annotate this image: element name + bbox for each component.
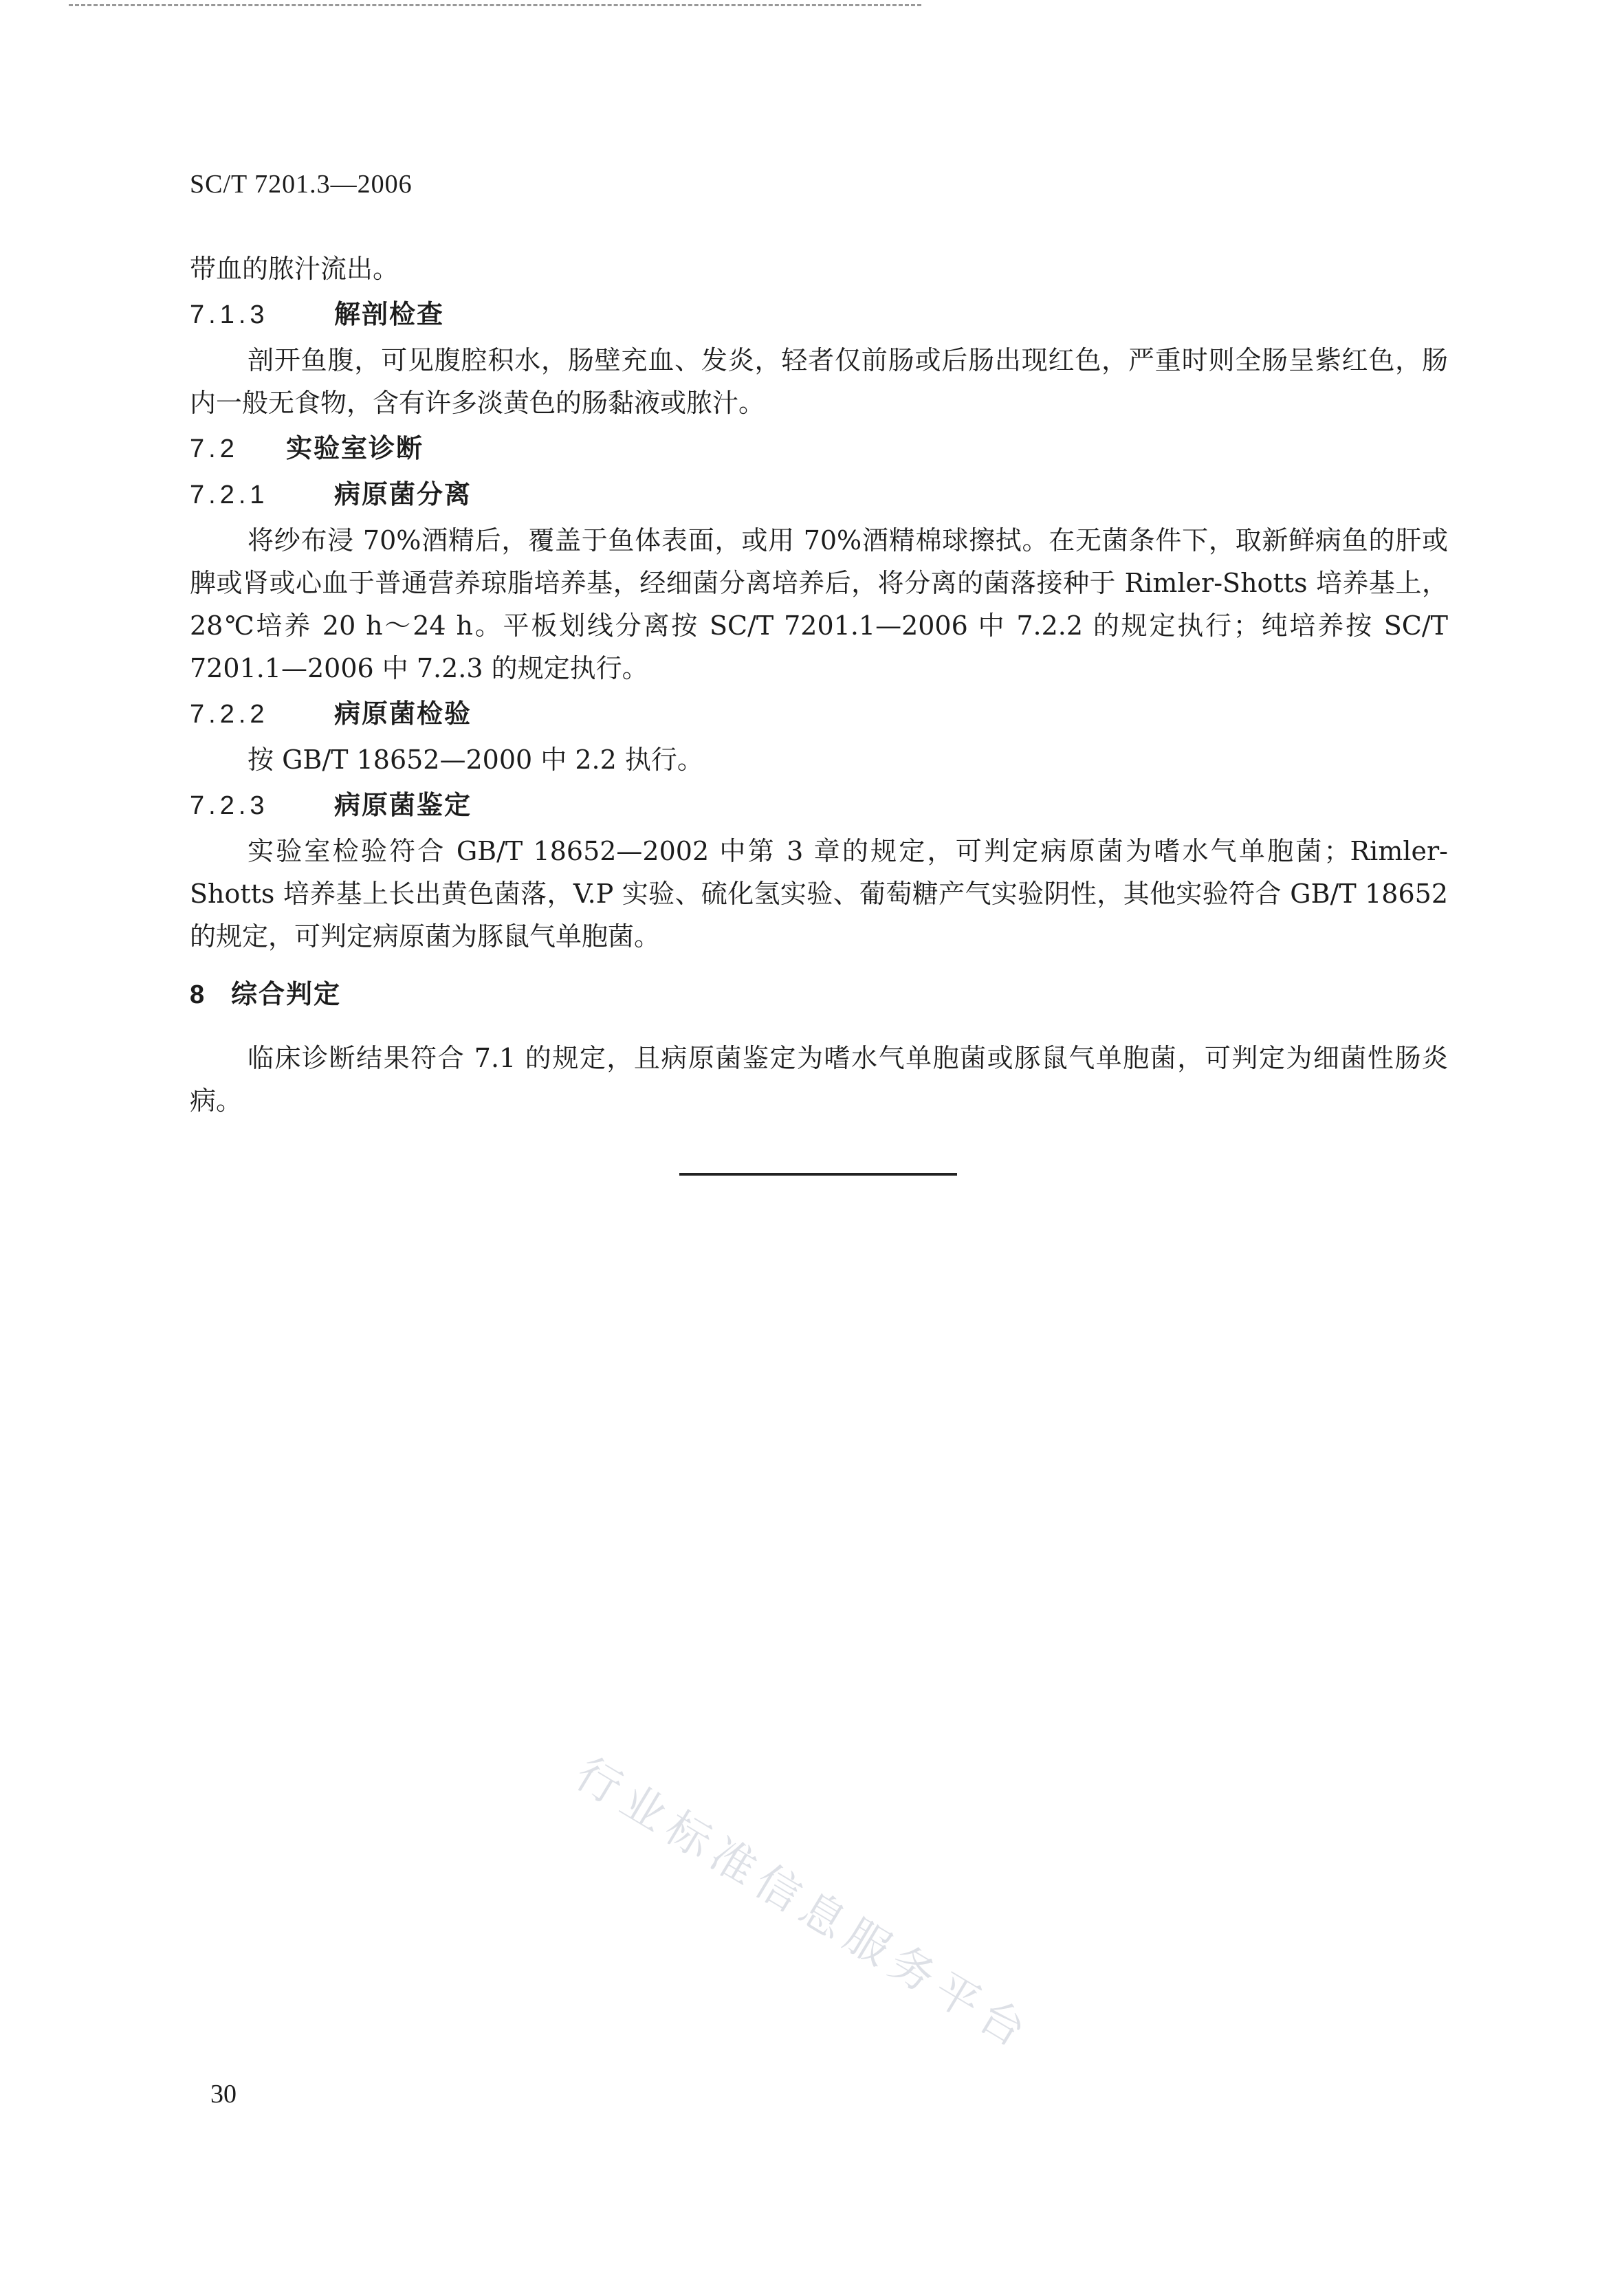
section-number: 7.2.2: [190, 700, 269, 729]
section-number: 7.1.3: [190, 300, 269, 329]
section-title: 病原菌分离: [334, 479, 472, 509]
section-7-2-heading: [190, 427, 1448, 470]
section-number: 7.2.3: [190, 791, 269, 820]
section-7-1-3-body: 剖开鱼腹，可见腹腔积水，肠壁充血、发炎，轻者仅前肠或后肠出现红色，严重时则全肠呈紫红色，肠内一般无食物，含有许多淡黄色的肠黏液或脓汁。: [190, 345, 1448, 418]
end-of-text-rule: [679, 1173, 957, 1176]
section-7-2-1-heading: [190, 473, 1448, 516]
section-7-2-1-body: 将纱布浸 70%酒精后，覆盖于鱼体表面，或用 70%酒精棉球擦拭。在无菌条件下，取新鲜病鱼的肝或脾或肾或心血于普通营养琼脂培养基，经细菌分离培养后，将分离的菌落接种于 Rimler-Shotts 培养基上，28℃培养 20 h～24 h。平板划线分离按 SC/T 7201.1—2006 中 7.2.2 的规定执行；纯培养按 SC/T 7201.1—2006 中 7.2.3 的规定执行。: [190, 525, 1448, 683]
standard-code-header: SC/T 7201.3—2006: [190, 170, 413, 199]
section-7-2-2-heading: [190, 692, 1448, 736]
continuation-text: 带血的脓汁流出。: [190, 254, 399, 284]
top-edge-rule: [69, 0, 921, 6]
section-number: 7.2.1: [190, 481, 269, 509]
section-7-1-3-heading: [190, 293, 1448, 336]
chapter-8-heading: [190, 973, 1448, 1016]
section-title: 解剖检查: [334, 299, 445, 329]
watermark-text: 行业标准信息服务平台: [567, 1748, 1041, 2061]
section-number: 7.2: [190, 434, 239, 463]
chapter-number: 8: [190, 980, 209, 1009]
section-7-2-3-heading: [190, 784, 1448, 827]
section-7-2-2-body: 按 GB/T 18652—2000 中 2.2 执行。: [248, 745, 703, 775]
section-title: 实验室诊断: [286, 433, 424, 463]
section-title: 病原菌检验: [334, 698, 472, 729]
section-title: 病原菌鉴定: [334, 790, 472, 820]
page-number: 30: [210, 2080, 237, 2109]
chapter-8-body: 临床诊断结果符合 7.1 的规定，且病原菌鉴定为嗜水气单胞菌或豚鼠气单胞菌，可判定为细菌性肠炎病。: [190, 1043, 1448, 1116]
chapter-title: 综合判定: [231, 979, 342, 1009]
section-7-2-3-body: 实验室检验符合 GB/T 18652—2002 中第 3 章的规定，可判定病原菌为嗜水气单胞菌；Rimler-Shotts 培养基上长出黄色菌落，V.P 实验、硫化氢实验、葡萄糖产气实验阴性，其他实验符合 GB/T 18652 的规定，可判定病原菌为豚鼠气单胞菌。: [190, 836, 1448, 952]
document-body: [190, 248, 1448, 1125]
